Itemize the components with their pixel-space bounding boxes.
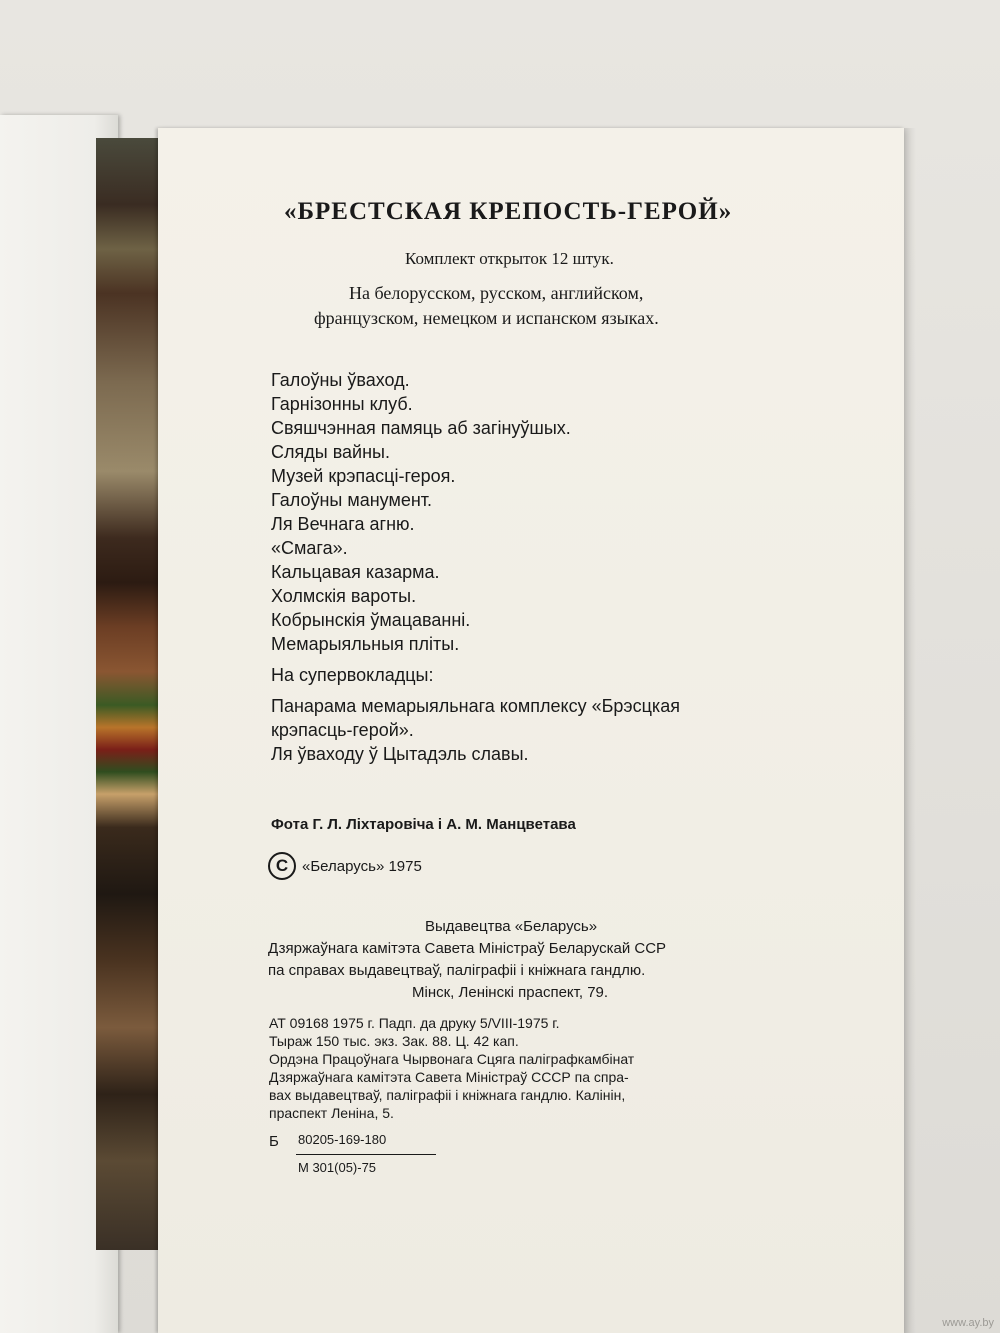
copyright-text: «Беларусь» 1975	[302, 857, 422, 875]
postcard-title: Гарнізонны клуб.	[271, 394, 413, 414]
imprint-line: Дзяржаўнага камітэта Савета Міністраў СССР па спра-	[269, 1069, 629, 1085]
set-subtitle: Комплект открыток 12 штук.	[405, 249, 614, 268]
postcard-title: Кобрынскія ўмацаванні.	[271, 610, 471, 630]
postcard-title: Сляды вайны.	[271, 442, 390, 462]
postcard-photo-strip	[96, 138, 166, 1250]
imprint-line: Тыраж 150 тыс. экз. Зак. 88. Ц. 42 кап.	[269, 1033, 519, 1049]
publisher-address: Мінск, Ленінскі праспект, 79.	[412, 984, 609, 1001]
languages-line-1: На белорусском, русском, английском,	[349, 283, 644, 303]
postcard-title: Мемарыяльныя пліты.	[271, 634, 460, 654]
publisher-name: Выдавецтва «Беларусь»	[425, 918, 598, 935]
imprint-line: праспект Леніна, 5.	[269, 1105, 394, 1121]
postcard-title: Свяшчэнная памяць аб загінуўшых.	[271, 418, 571, 438]
cover-item: Ля ўваходу ў Цытадэль славы.	[271, 744, 529, 764]
site-watermark: www.ay.by	[942, 1317, 994, 1329]
postcard-title: Кальцавая казарма.	[271, 562, 440, 582]
copyright-icon: C	[268, 852, 296, 880]
copyright-line	[268, 852, 422, 880]
postcard-title: Галоўны ўваход.	[271, 370, 410, 390]
set-title: «БРЕСТСКАЯ КРЕПОСТЬ-ГЕРОЙ»	[284, 198, 733, 225]
postcard-title: Галоўны манумент.	[271, 490, 433, 510]
catalog-letter: Б	[269, 1133, 279, 1150]
postcard-title: Холмскія вароты.	[271, 586, 417, 606]
imprint-line: АТ 09168 1975 г. Падп. да друку 5/VIII-1975 г.	[269, 1015, 560, 1031]
cover-item: крэпасць-герой».	[271, 720, 414, 740]
photo-credit: Фота Г. Л. Ліхтаровіча і А. М. Манцветава	[271, 816, 576, 833]
imprint-line: вах выдавецтваў, паліграфіі і кніжнага гандлю. Калінін,	[269, 1087, 626, 1103]
publisher-line: Дзяржаўнага камітэта Савета Міністраў Беларускай ССР	[268, 940, 667, 957]
catalog-denominator: М 301(05)-75	[298, 1160, 377, 1175]
postcard-title: Музей крэпасці-героя.	[271, 466, 456, 486]
catalog-numerator: 80205-169-180	[298, 1132, 387, 1147]
languages-line-2: французском, немецком и испанском языках.	[314, 308, 659, 328]
cover-item: Панарама мемарыяльнага комплексу «Брэсцкая	[271, 696, 680, 716]
publisher-line: па справах выдавецтваў, паліграфіі і кніжнага гандлю.	[268, 962, 646, 979]
imprint-line: Ордэна Працоўнага Чырвонага Сцяга паліграфкамбінат	[269, 1051, 635, 1067]
postcard-title: Ля Вечнага агню.	[271, 514, 415, 534]
catalog-divider	[296, 1154, 436, 1155]
postcard-title: «Смага».	[271, 538, 348, 558]
cover-heading: На супервокладцы:	[271, 665, 434, 685]
card-shadow	[904, 128, 916, 1333]
